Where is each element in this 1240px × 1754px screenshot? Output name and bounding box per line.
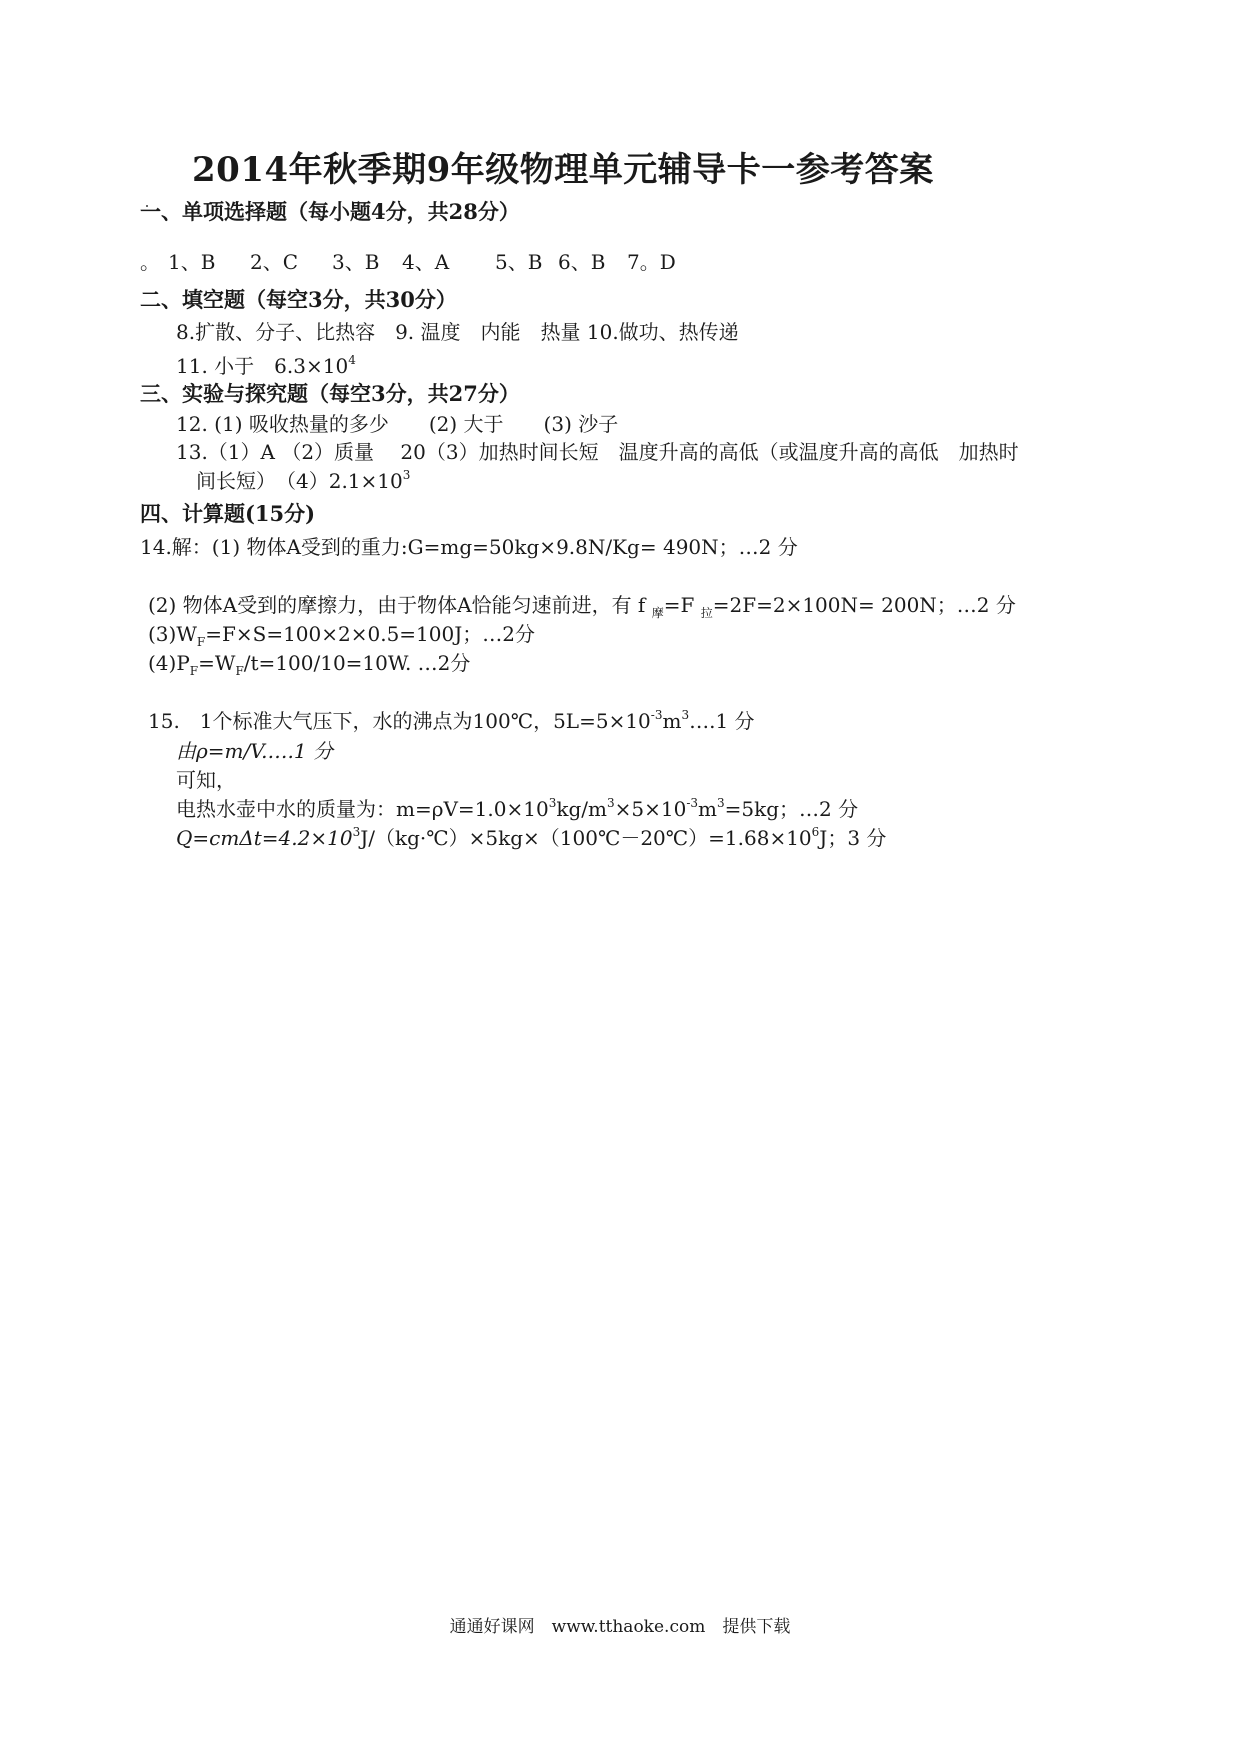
calc-q14-work-result: =F×S=100×2×0.5=100J；…2分 bbox=[205, 622, 535, 646]
experiment-q13-line-1: 13.（1）A （2）质量 20（3）加热时间长短 温度升高的高低（或温度升高的高低 加热时 bbox=[176, 440, 1019, 464]
calc-q14-power-result: /t=100/10=10W. …2分 bbox=[243, 651, 471, 675]
calc-q15-line-5 bbox=[176, 822, 886, 851]
calc-q15-volume-unit: m bbox=[662, 709, 682, 733]
calc-q15-line-1 bbox=[148, 705, 755, 734]
calc-q14-power-work-symbol: =W bbox=[198, 651, 236, 675]
calc-q15-mass-result: =5kg；…2 分 bbox=[724, 797, 859, 821]
calc-q15-mass-text: 电热水壶中水的质量为：m=ρV=1.0×10 bbox=[176, 797, 549, 821]
choice-prefix: 。 bbox=[140, 250, 160, 274]
calc-q15-score-1: ….1 分 bbox=[689, 709, 755, 733]
calc-q15-heat-result: J；3 分 bbox=[819, 826, 887, 850]
fill-answers-line-1: 8.扩散、分子、比热容 9. 温度 内能 热量 10.做功、热传递 bbox=[176, 320, 739, 344]
calc-q15-volume-value: ×5×10 bbox=[614, 797, 687, 821]
calc-q14-line-2 bbox=[148, 589, 1016, 621]
calc-q15-heat-result-exponent: 6 bbox=[811, 825, 820, 839]
calc-q14-friction-text: (2) 物体A受到的摩擦力，由于物体A恰能匀速前进，有 f bbox=[148, 593, 652, 617]
calc-q15-line-2: 由ρ=m/V.….1 分 bbox=[176, 739, 333, 763]
calc-q15-line-3: 可知， bbox=[176, 768, 236, 792]
calc-q15-density-unit-exponent: 3 bbox=[606, 796, 615, 810]
calc-q14-friction-result: =2F=2×100N= 200N；…2 分 bbox=[712, 593, 1016, 617]
footer-source: 通通好课网 www.tthaoke.com 提供下载 bbox=[449, 1617, 791, 1637]
calc-q15-heat-capacity-exponent: 3 bbox=[352, 825, 361, 839]
calc-q14-pull-text: =F bbox=[663, 593, 701, 617]
calc-q15-heat-text: Q=cmΔt=4.2×10 bbox=[176, 826, 353, 850]
section-heading-fill: 二、填空题（每空3分，共30分） bbox=[140, 287, 457, 312]
choice-answers-row bbox=[140, 246, 676, 275]
experiment-q13-text: 间长短） （4）2.1×10 bbox=[196, 469, 403, 493]
calc-q15-volume-exponent: -3 bbox=[650, 708, 663, 722]
calc-q14-power-subscript: F bbox=[189, 664, 199, 678]
calc-q14-line-3 bbox=[148, 618, 535, 649]
calc-q14-work-subscript: F bbox=[196, 635, 206, 649]
section-heading-calculation: 四、计算题(15分) bbox=[140, 501, 316, 526]
experiment-q13-exponent: 3 bbox=[402, 468, 411, 482]
calc-q15-volume-value-unit: m bbox=[698, 797, 717, 821]
choice-answer-3: 3、B bbox=[332, 250, 380, 274]
page-title: 2014年秋季期9年级物理单元辅导卡一参考答案 bbox=[192, 150, 934, 190]
calc-q15-density-unit: kg/m bbox=[556, 797, 607, 821]
calc-q14-line-1: 14.解：(1) 物体A受到的重力:G=mg=50kg×9.8N/Kg= 490N；…2 分 bbox=[140, 535, 798, 559]
calc-q15-density-exponent: 3 bbox=[548, 796, 557, 810]
calc-q15-boiling-text: 15. 1个标准大气压下，水的沸点为100℃，5L=5×10 bbox=[148, 709, 651, 733]
calc-q15-line-4 bbox=[176, 793, 858, 822]
choice-answer-1: 1、B bbox=[168, 250, 216, 274]
fill-q11-exponent: 4 bbox=[348, 353, 356, 367]
choice-answer-4: 4、A bbox=[402, 250, 450, 274]
calc-q15-heat-formula: J/（kg·℃）×5kg×（100℃－20℃）=1.68×10 bbox=[360, 826, 812, 850]
calc-q15-volume-value-unit-exponent: 3 bbox=[716, 796, 725, 810]
choice-answer-7: 7。D bbox=[627, 250, 676, 274]
calc-q15-volume-value-exponent: -3 bbox=[686, 796, 699, 810]
calc-q15-volume-unit-exponent: 3 bbox=[681, 708, 690, 722]
choice-answer-2: 2、C bbox=[250, 250, 299, 274]
calc-q14-pull-subscript: 拉 bbox=[700, 606, 713, 620]
fill-answers-line-2 bbox=[176, 350, 356, 379]
fill-q11-text: 11. 小于 6.3×10 bbox=[176, 354, 349, 378]
section-heading-choice: 一、单项选择题（每小题4分，共28分） bbox=[140, 199, 520, 224]
section-heading-experiment: 三、实验与探究题（每空3分，共27分） bbox=[140, 381, 520, 406]
choice-answer-6: 6、B bbox=[558, 250, 606, 274]
calc-q14-work-symbol: (3)W bbox=[148, 622, 197, 646]
calc-q14-power-symbol: (4)P bbox=[148, 651, 190, 675]
calc-q14-line-4 bbox=[148, 647, 470, 678]
experiment-q13-line-2 bbox=[196, 465, 410, 494]
calc-q14-power-work-subscript: F bbox=[235, 664, 244, 678]
choice-answer-5: 5、B bbox=[495, 250, 543, 274]
experiment-q12: 12. (1) 吸收热量的多少 (2) 大于 (3) 沙子 bbox=[176, 412, 619, 436]
calc-q14-friction-subscript: 摩 bbox=[651, 606, 664, 620]
